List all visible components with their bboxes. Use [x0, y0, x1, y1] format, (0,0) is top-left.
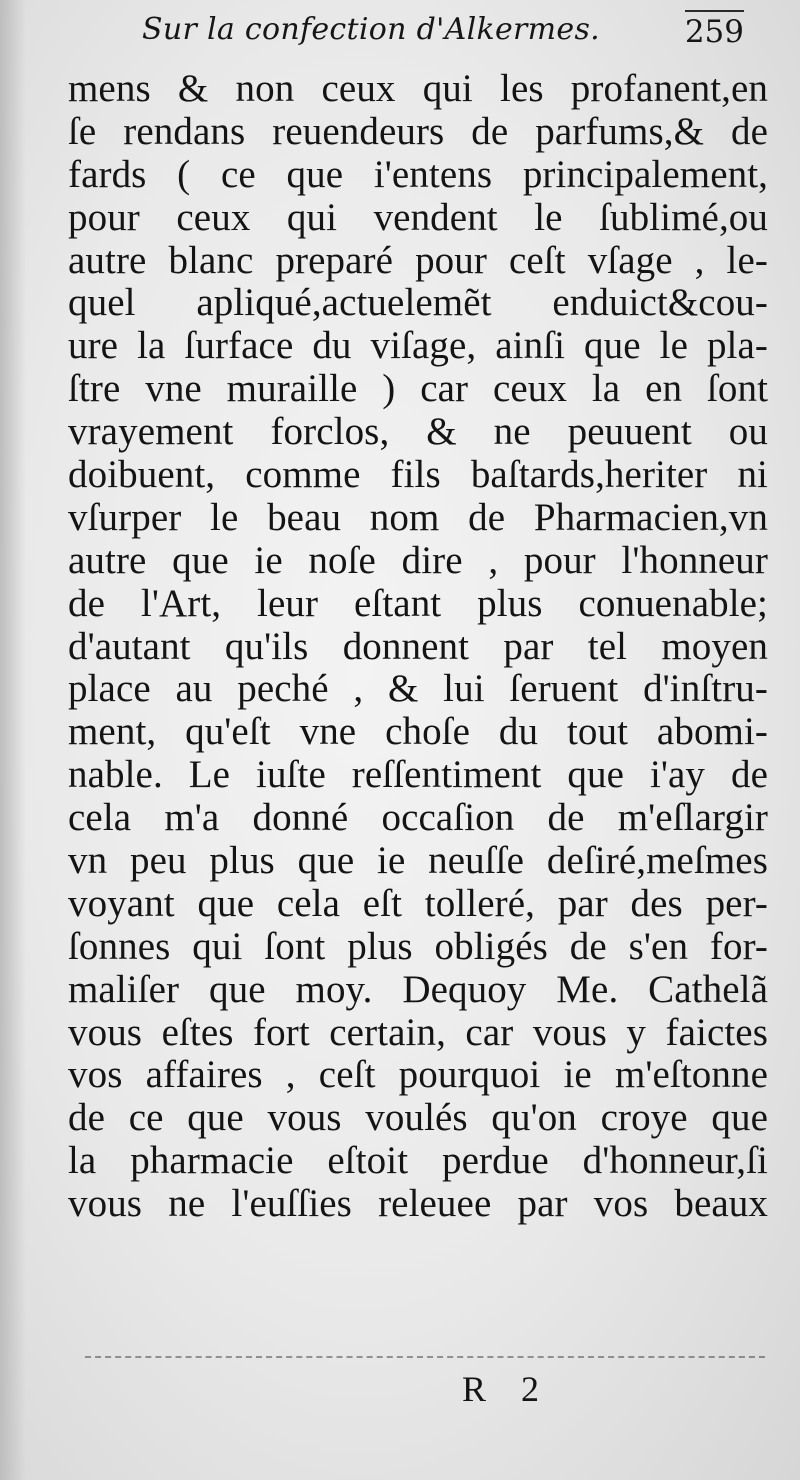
text-line: cela m'a donné occaſion de m'eſlargir: [68, 796, 768, 840]
text-line: vous ne l'euſſies releuee par vos beaux: [68, 1182, 768, 1226]
text-line: pour ceux qui vendent le ſublimé,ou: [68, 195, 768, 239]
text-line: voyant que cela eſt tolleré, par des per-: [68, 881, 768, 925]
text-line: vn peu plus que ie neuſſe deſiré,meſmes: [68, 839, 768, 883]
text-line: ment, qu'eſt vne choſe du tout abomi-: [68, 710, 768, 754]
text-line: vſurper le beau nom de Pharmacien,vn: [68, 495, 768, 539]
text-line: de ce que vous voulés qu'on croye que: [68, 1096, 768, 1140]
text-line: vrayement forclos, & ne peuuent ou: [68, 410, 768, 454]
signature-mark: R 2: [462, 1369, 540, 1409]
text-line: ſonnes qui ſont plus obligés de s'en for-: [68, 924, 768, 968]
running-head: Sur la confection d'Alkermes.: [142, 12, 600, 47]
text-line: ſtre vne muraille ) car ceux la en ſont: [68, 367, 768, 411]
text-line: de l'Art, leur eſtant plus conuenable;: [68, 581, 768, 625]
text-line: la pharmacie eſtoit perdue d'honneur,ſi: [68, 1139, 768, 1183]
text-line: ſe rendans reuendeurs de parfums,& de: [68, 109, 768, 153]
text-line: place au peché , & lui ſeruent d'inſtru-: [68, 667, 768, 711]
text-line: d'autant qu'ils donnent par tel moyen: [68, 624, 768, 668]
text-line: vous eſtes fort certain, car vous y faictes: [68, 1010, 768, 1054]
page-number: 259: [685, 10, 744, 50]
spine-shadow: [0, 0, 26, 1480]
text-line: doibuent, comme fils baſtards,heriter ni: [68, 453, 768, 497]
text-line: autre blanc preparé pour ceſt vſage , le-: [68, 238, 768, 282]
text-line: quel apliqué,actuelemẽt enduict&cou-: [68, 281, 768, 325]
text-line: vos affaires , ceſt pourquoi ie m'eſtonne: [68, 1053, 768, 1097]
text-line: autre que ie noſe dire , pour l'honneur: [68, 538, 768, 582]
text-line: maliſer que moy. Dequoy Me. Cathelã: [68, 967, 768, 1011]
footer-rule: [85, 1356, 765, 1358]
body-text: [68, 68, 768, 1226]
text-line: mens & non ceux qui les profanent,en: [68, 67, 768, 110]
text-line: fards ( ce que i'entens principalement,: [68, 152, 768, 196]
text-line: ure la ſurface du viſage, ainſi que le pla-: [68, 324, 768, 368]
text-line: nable. Le iuſte reſſentiment que i'ay de: [68, 753, 768, 797]
